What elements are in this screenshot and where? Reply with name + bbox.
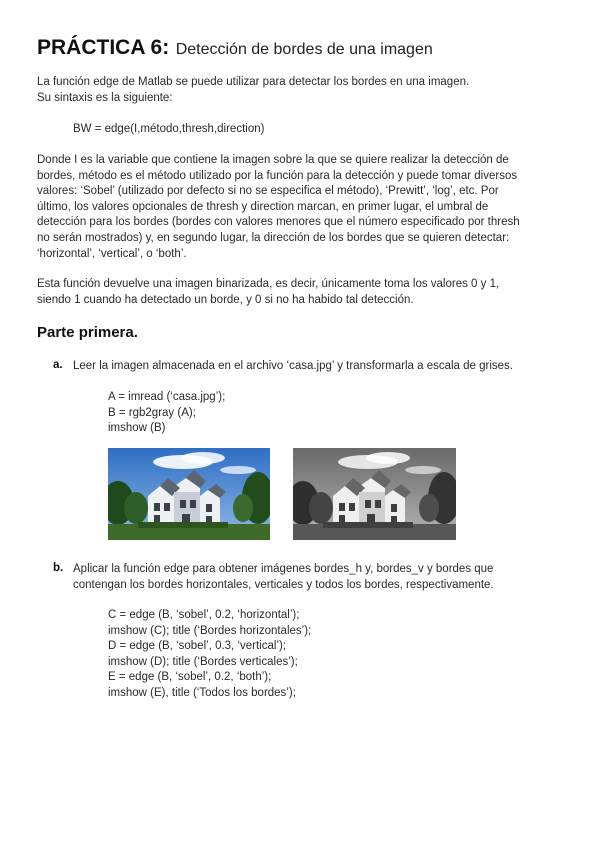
title-rest: Detección de bordes de una imagen <box>175 41 433 58</box>
code-line: imshow (B) <box>108 422 166 435</box>
code-line: D = edge (B, ‘sobel’, 0.3, ‘vertical’); <box>108 640 287 653</box>
description-line: detección para los bordes (bordes con valores menores que el número especificado por thresh <box>37 216 520 229</box>
result-line: Esta función devuelve una imagen binarizada, es decir, únicamente toma los valores 0 y 1, <box>37 278 500 290</box>
description-line: ‘horizontal’, ‘vertical’, o ‘both’. <box>37 247 187 260</box>
color-house-photo <box>108 448 270 540</box>
item-b-line: contengan los bordes horizontales, verticales y todos los bordes, respectivamente. <box>73 578 494 591</box>
item-b-marker: b. <box>53 562 64 574</box>
grayscale-house-photo <box>293 448 456 540</box>
description-line: no serán mostrados) y, en segundo lugar, la dirección de los bordes que se quieren detectar: <box>37 231 510 244</box>
page-title <box>37 36 433 60</box>
syntax-line: BW = edge(I,método,thresh,direction) <box>73 123 265 135</box>
result-paragraph <box>37 277 499 308</box>
code-line: E = edge (B, ‘sobel’, 0.2, ‘both’); <box>108 671 272 684</box>
description-line: Donde I es la variable que contiene la imagen sobre la que se quiere realizar la detección de <box>37 154 509 166</box>
intro-paragraph <box>37 75 469 106</box>
description-line: último, los valores opcionales de thresh y direction marcan, en primer lugar, el umbral de <box>37 200 489 213</box>
code-line: imshow (E), title (‘Todos los bordes’); <box>108 686 296 699</box>
title-bold: PRÁCTICA 6: <box>37 36 170 59</box>
description-line: valores: ‘Sobel’ (utilizado por defecto si no se especifica el método), ‘Prewitt’, ‘log’, etc. Por <box>37 185 499 198</box>
code-line: C = edge (B, ‘sobel’, 0.2, ‘horizontal’); <box>108 609 300 621</box>
intro-line: La función edge de Matlab se puede utilizar para detectar los bordes en una imagen. <box>37 76 470 88</box>
code-line: imshow (D); title (‘Bordes verticales’); <box>108 655 298 668</box>
code-line: A = imread (‘casa.jpg’); <box>108 391 226 403</box>
code-line: imshow (C); title (‘Bordes horizontales’); <box>108 624 312 637</box>
description-line: bordes, método es el método utilizado por la función para la detección y puede tomar diversos <box>37 169 518 182</box>
item-b-code <box>108 608 311 702</box>
code-line: B = rgb2gray (A); <box>108 406 196 419</box>
intro-line: Su sintaxis es la siguiente: <box>37 91 173 104</box>
result-line: siendo 1 cuando ha detectado un borde, y 0 si no ha habido tal detección. <box>37 293 414 306</box>
section-heading: Parte primera. <box>37 324 138 341</box>
item-b-line: Aplicar la función edge para obtener imágenes bordes_h y, bordes_v y bordes que <box>73 563 494 575</box>
description-paragraph <box>37 153 520 262</box>
item-a-marker: a. <box>53 359 63 371</box>
item-b-text <box>73 562 494 593</box>
item-a-text: Leer la imagen almacenada en el archivo ‘casa.jpg’ y transformarla a escala de grises. <box>73 360 513 372</box>
item-a-code <box>108 390 225 437</box>
